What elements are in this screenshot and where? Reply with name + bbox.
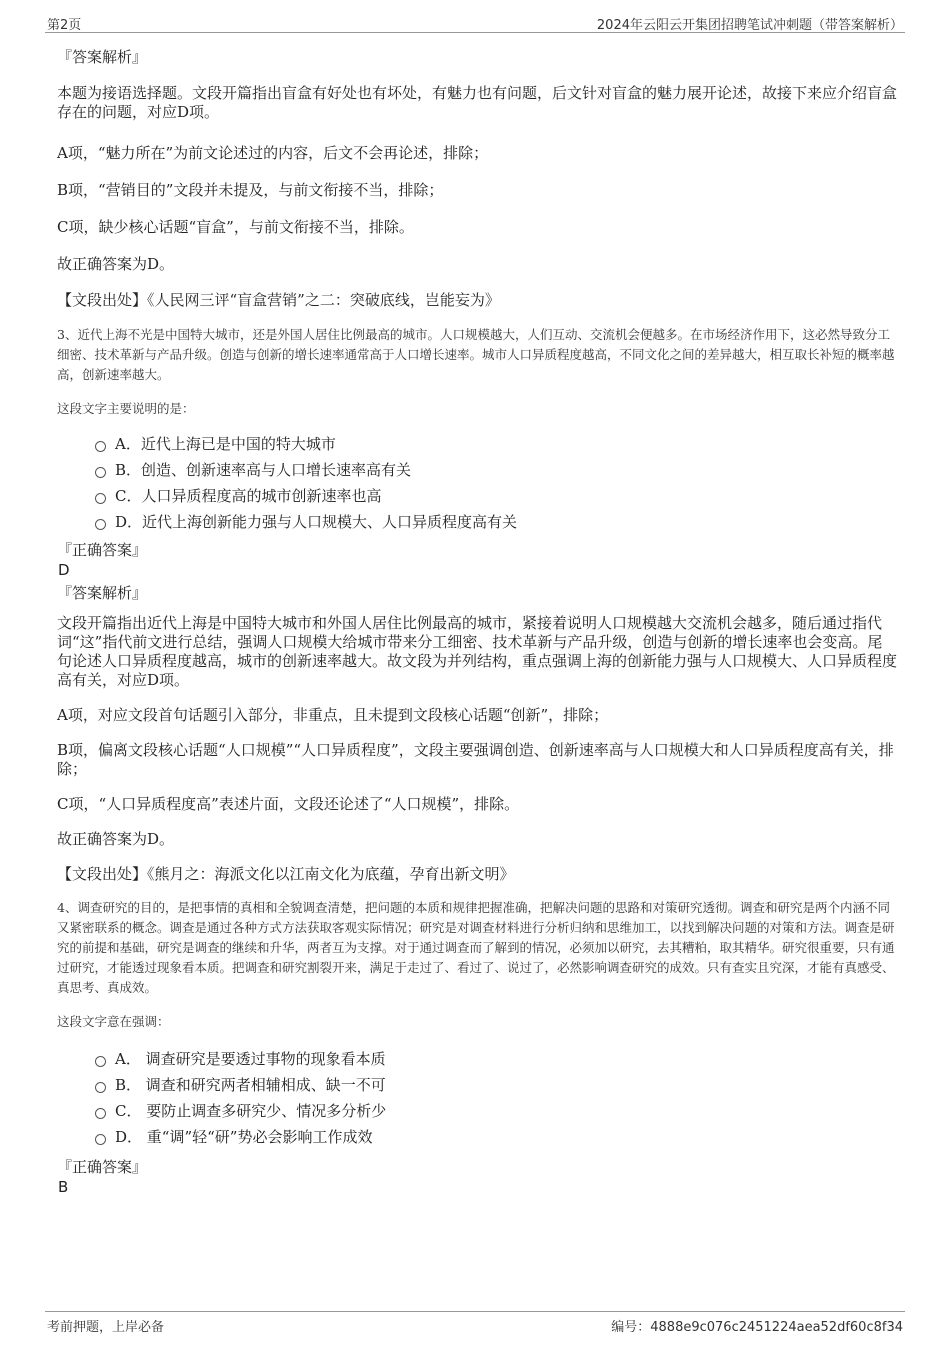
document-title: 2024年云阳云开集团招聘笔试冲刺题（带答案解析） bbox=[596, 18, 903, 33]
q3-text: 3、近代上海不光是中国特大城市，还是外国人居住比例最高的城市。人口规模越大，人们互动、交流机会便越多。在市场经济作用下，这必然导致分工细密、技术革新与产品升级。创造与创新的增长速率通常高于人口增长速率。城市人口异质程度越高，不同文化之间的差异越大，相互取长补短的概率越高，创新速率越大。 bbox=[57, 327, 895, 382]
q2-point-c: C项，缺少核心话题“盲盒”，与前文衔接不当，排除。 bbox=[57, 218, 414, 236]
radio-icon[interactable] bbox=[95, 1108, 106, 1119]
q3-analysis-intro: 文段开篇指出近代上海是中国特大城市和外国人居住比例最高的城市，紧接着说明人口规模越大交流机会越多，随后通过指代词“这”指代前文进行总结，强调人口规模大给城市带来分工细密、技术革新与产品升级，创造与创新的增长速率也会变高。尾句论述人口异质程度越高，城市的创新速率越大。故文段为并列结构，重点强调上海的创新能力强与人口规模大、人口异质程度高有关，对应D项。 bbox=[57, 614, 898, 689]
q4-answer-heading: 『正确答案』 bbox=[57, 1158, 148, 1176]
q3-prompt: 这段文字主要说明的是： bbox=[57, 401, 195, 416]
q3-point-b: B项，偏离文段核心话题“人口规模”“人口异质程度”，文段主要强调创造、创新速率高与人口规模大和人口异质程度高有关，排除； bbox=[57, 741, 894, 778]
q4-options bbox=[95, 1046, 897, 1150]
q4-option-c-label: C． 要防止调查多研究少、情况多分析少 bbox=[115, 1102, 387, 1120]
q4-answer: B bbox=[58, 1178, 69, 1196]
radio-icon[interactable] bbox=[95, 1082, 106, 1093]
page-content bbox=[57, 40, 897, 1197]
q4-option-b[interactable] bbox=[95, 1072, 897, 1098]
q3-point-a: A项，对应文段首句话题引入部分，非重点，且未提到文段核心话题“创新”，排除； bbox=[57, 706, 609, 724]
radio-icon[interactable] bbox=[95, 1056, 106, 1067]
q2-analysis-intro: 本题为接语选择题。文段开篇指出盲盒有好处也有坏处，有魅力也有问题，后文针对盲盒的魅力展开论述，故接下来应介绍盲盒存在的问题，对应D项。 bbox=[57, 84, 898, 121]
q3-source: 【文段出处】《熊月之：海派文化以江南文化为底蕴，孕育出新文明》 bbox=[57, 865, 515, 883]
radio-icon[interactable] bbox=[95, 519, 106, 530]
radio-icon[interactable] bbox=[95, 493, 106, 504]
q3-answer-heading: 『正确答案』 bbox=[57, 541, 148, 559]
q4-option-a[interactable] bbox=[95, 1046, 897, 1072]
radio-icon[interactable] bbox=[95, 441, 106, 452]
q2-conclusion: 故正确答案为D。 bbox=[57, 255, 175, 273]
footer-slogan: 考前押题，上岸必备 bbox=[47, 1320, 165, 1335]
radio-icon[interactable] bbox=[95, 1134, 106, 1145]
page-number: 第2页 bbox=[47, 18, 82, 33]
q3-option-b[interactable] bbox=[95, 457, 897, 483]
q3-option-a-label: A．近代上海已是中国的特大城市 bbox=[115, 435, 336, 453]
radio-icon[interactable] bbox=[95, 467, 106, 478]
q2-point-b: B项，“营销目的”文段并未提及，与前文衔接不当，排除； bbox=[57, 181, 444, 199]
q3-option-d-label: D．近代上海创新能力强与人口规模大、人口异质程度高有关 bbox=[115, 513, 518, 531]
q4-option-c[interactable] bbox=[95, 1098, 897, 1124]
q3-analysis-heading: 『答案解析』 bbox=[57, 584, 148, 602]
page-footer bbox=[45, 1311, 905, 1336]
q3-point-c: C项，“人口异质程度高”表述片面，文段还论述了“人口规模”，排除。 bbox=[57, 795, 520, 813]
q3-options bbox=[95, 431, 897, 535]
q4-prompt: 这段文字意在强调： bbox=[57, 1014, 170, 1029]
page-header bbox=[45, 14, 905, 33]
q2-source: 【文段出处】《人民网三评“盲盒营销”之二：突破底线，岂能妄为》 bbox=[57, 291, 500, 309]
q3-conclusion: 故正确答案为D。 bbox=[57, 830, 175, 848]
q4-text: 4、调查研究的目的，是把事情的真相和全貌调查清楚，把问题的本质和规律把握准确，把解决问题的思路和对策研究透彻。调查和研究是两个内涵不同又紧密联系的概念。调查是通过各种方式方法获取客观实际情况；研究是对调查材料进行分析归纳和思维加工，以找到解决问题的对策和方法。调查是研究的前提和基础，研究是调查的继续和升华，两者互为支撑。对于通过调查而了解到的情况，必须加以研究，去其糟粕，取其精华。研究很重要，只有通过研究，才能透过现象看本质。把调查和研究割裂开来，满足于走过了、看过了、说过了，必然影响调查研究的成效。只有查实且究深，才能有真感受、真思考、真成效。 bbox=[57, 900, 895, 995]
q4-option-b-label: B． 调查和研究两者相辅相成、缺一不可 bbox=[115, 1076, 386, 1094]
q3-answer: D bbox=[58, 561, 70, 579]
q3-option-c[interactable] bbox=[95, 483, 897, 509]
document-code: 编号：4888e9c076c2451224aea52df60c8f34 bbox=[611, 1320, 903, 1335]
q3-option-c-label: C．人口异质程度高的城市创新速率也高 bbox=[115, 487, 382, 505]
q2-point-a: A项，“魅力所在”为前文论述过的内容，后文不会再论述，排除； bbox=[57, 144, 489, 162]
q4-option-a-label: A． 调查研究是要透过事物的现象看本质 bbox=[115, 1050, 386, 1068]
q2-analysis-heading: 『答案解析』 bbox=[57, 48, 148, 66]
q3-option-d[interactable] bbox=[95, 509, 897, 535]
q4-option-d-label: D． 重“调”轻“研”势必会影响工作成效 bbox=[115, 1128, 373, 1146]
q4-option-d[interactable] bbox=[95, 1124, 897, 1150]
q3-option-b-label: B．创造、创新速率高与人口增长速率高有关 bbox=[115, 461, 412, 479]
q3-option-a[interactable] bbox=[95, 431, 897, 457]
